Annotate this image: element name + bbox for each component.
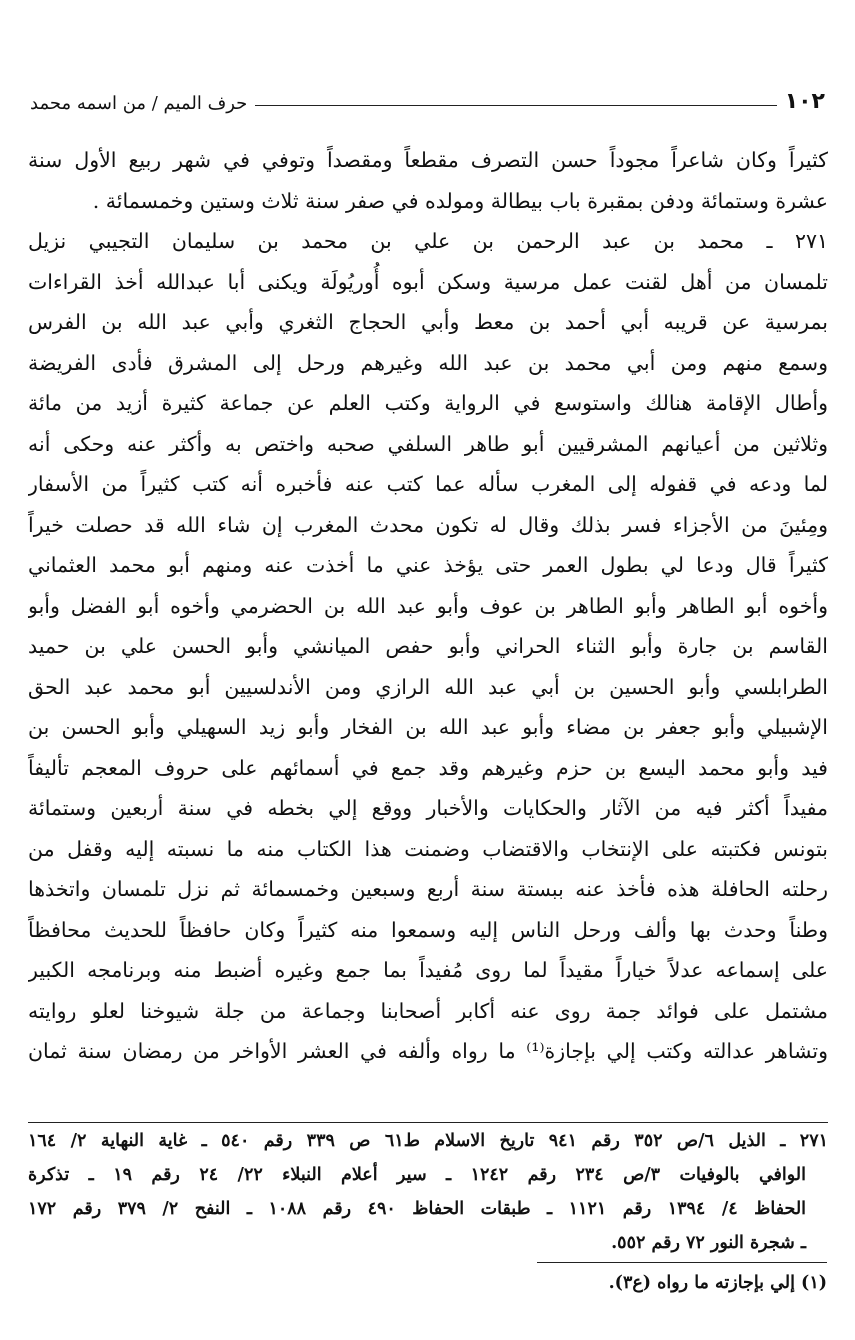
text-line: بتونس فكتبته على الإنتخاب والاقتضاب وضمنت هذا الكتاب منه ما نسبته إليه وقفل من xyxy=(28,836,828,861)
text-line: وثلاثين من أعيانهم المشرقيين أبو طاهر السلفي صحبه واختص به وأكثر عنه وحكى أنه xyxy=(28,431,828,456)
text-line: الإشبيلي وأبو جعفر بن مضاء وأبو عبد الله بن الفخار وأبو زيد السهيلي وأبو الحسن بن xyxy=(28,715,828,739)
page-header xyxy=(30,78,825,118)
text-line: وتشاهر عدالته وكتب إلي بإجازة⁽¹⁾ ما رواه وألفه في العشر الأواخر من رمضان سنة ثمان xyxy=(28,1039,828,1063)
reference-line: ـ شجرة النور ٧٢ رقم ٥٥٢. xyxy=(611,1233,806,1253)
text-line: الطرابلسي وأبو الحسين بن أبي عبد الله الرازي ومن الأندلسيين أبو محمد عبد الحق xyxy=(28,674,828,699)
reference-line: الوافي بالوفيات ٣/ص ٢٣٤ رقم ١٢٤٢ ـ سير أعلام النبلاء ٢٢/ ٢٤ رقم ١٩ ـ تذكرة xyxy=(28,1165,806,1185)
text-line: مشتمل على فوائد جمة روى عنه أكابر أصحابنا وجماعة من جلة شيوخنا لعلو روايته xyxy=(28,998,828,1023)
footnote: (١) إلي بإجازته ما رواه (ع٣). xyxy=(608,1273,827,1293)
text-line: وسمع منهم ومن أبي محمد بن عبد الله وغيرهم ورحل إلى المشرق فأدى الفريضة xyxy=(28,350,828,375)
text-line: وأخوه أبو الطاهر وأبو الطاهر بن عوف وأبو عبد الله بن الحضرمي وأخوه أبو الفضل وأبو xyxy=(28,593,828,618)
text-line: بمرسية عن قريبه أبي أحمد بن معط وأبي الحجاج الثغري وأبي عبد الله بن الفرس xyxy=(28,310,828,334)
footnote-rule xyxy=(537,1262,827,1263)
text-line: عشرة وستمائة ودفن بمقبرة باب بيطالة ومولده في صفر سنة ثلاث وستين وخمسمائة . xyxy=(92,188,828,213)
reference-line: ٢٧١ ـ الذيل ٦/ص ٣٥٢ رقم ٩٤١ تاريخ الاسلام ط٦١ ص ٣٣٩ رقم ٥٤٠ ـ غاية النهاية ٢/ ١٦٤ xyxy=(28,1131,828,1151)
text-line: كثيراً وكان شاعراً مجوداً حسن التصرف مقطعاً ومقصداً وتوفي في شهر ربيع الأول سنة xyxy=(28,148,828,172)
entry-heading-line: ٢٧١ ـ محمد بن عبد الرحمن بن علي بن محمد بن سليمان التجيبي نزيل xyxy=(28,229,828,253)
text-line: وطناً وحدث بها وألف ورحل الناس إليه وسمعوا منه كثيراً وكان حافظاً للحديث محافظاً xyxy=(28,917,828,942)
text-line: تلمسان من أهل لقنت عمل مرسية وسكن أبوه أُوريُولَة ويكنى أبا عبدالله أخذ القراءات xyxy=(28,269,828,294)
text-line: فيد وأبو محمد اليسع بن حزم وغيرهم وقد جمع في أسمائهم على حروف المعجم تأليفاً xyxy=(28,755,828,780)
text-line: وأطال الإقامة هنالك واستوسع في الرواية وكتب العلم عن جماعة كثيرة أزيد من مائة xyxy=(28,391,828,415)
footnotes-rule xyxy=(28,1122,828,1123)
running-title: حرف الميم / من اسمه محمد xyxy=(30,93,248,114)
text-line: رحلته الحافلة هذه فأخذ عنه ببستة سنة أربع وسبعين وخمسمائة ثم نزل تلمسان واتخذها xyxy=(28,877,828,901)
text-line: ومِئينَ من الأجزاء فسر بذلك وقال له تكون محدث المغرب إن شاء الله قد حصلت خيراً xyxy=(28,512,828,537)
header-rule xyxy=(255,105,776,106)
main-text xyxy=(28,140,828,1072)
entry-references xyxy=(28,1124,828,1260)
reference-line: الحفاظ ٤/ ١٣٩٤ رقم ١١٢١ ـ طبقات الحفاظ ٤٩٠ رقم ١٠٨٨ ـ النفح ٢/ ٣٧٩ رقم ١٧٢ xyxy=(28,1199,807,1219)
text-line: كثيراً قال ودعا لي بطول العمر حتى يؤخذ عني ما أخذت عنه ومنهم أبو محمد العثماني xyxy=(28,553,828,577)
page-number: ١٠٢ xyxy=(784,89,825,114)
text-line: مفيداً أكثر فيه من الآثار والحكايات والأخبار ووقع إلي بخطه في سنة أربعين وستمائة xyxy=(28,796,828,820)
text-line: القاسم بن جارة وأبو الثناء الحراني وأبو حفص الميانشي وأبو الحسن علي بن حميد xyxy=(28,634,828,658)
text-line: على إسماعه عدلاً خياراً مقيداً لما روى مُفيداً بما جمع وغيره أضبط منه وبرنامجه الكبير xyxy=(28,958,828,982)
text-line: لما ودعه في قفوله إلى المغرب سأله عما كتب عنه فأخبره أنه كتب كثيراً من الأسفار xyxy=(28,472,828,496)
